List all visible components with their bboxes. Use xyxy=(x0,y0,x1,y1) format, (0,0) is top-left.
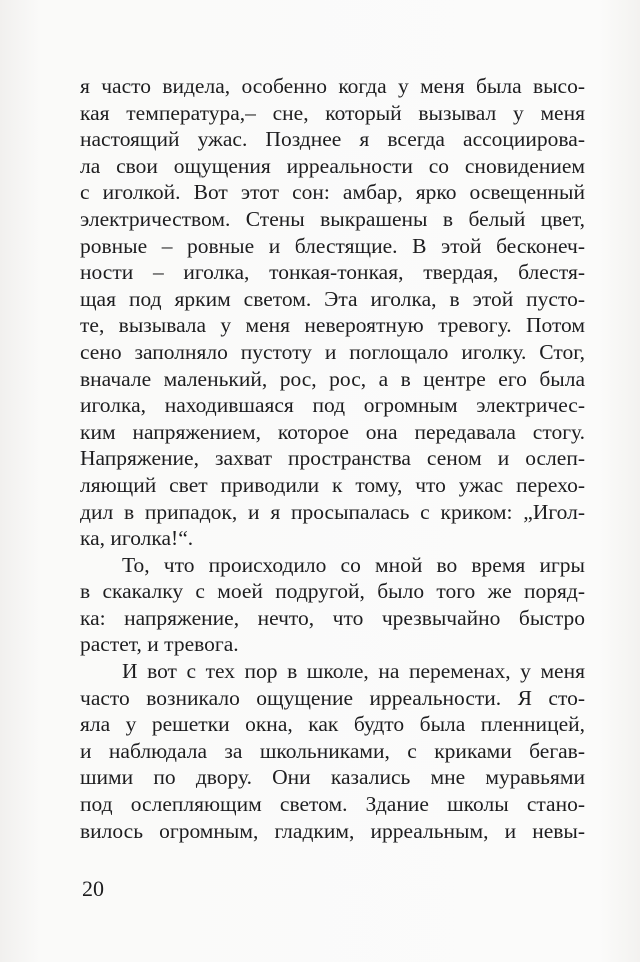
text-line: ка: напряжение, нечто, что чрезвычайно быстро xyxy=(80,605,585,630)
text-line: вилось огромным, гладким, ирреальным, и невы- xyxy=(80,818,585,843)
page-number: 20 xyxy=(82,876,104,901)
text-line: и наблюдала за школьниками, с криками бегав- xyxy=(80,738,585,763)
text-line: ла свои ощущения ирреальности со сновидением xyxy=(80,153,585,178)
text-line: в скакалку с моей подругой, было того же поряд- xyxy=(80,579,585,604)
text-line: ким напряжением, которое она передавала стогу. xyxy=(80,419,585,444)
text-line: ка, иголка!“. xyxy=(80,526,194,551)
text-line: настоящий ужас. Позднее я всегда ассоциирова- xyxy=(80,127,585,152)
text-line: растет, и тревога. xyxy=(80,632,239,657)
text-line: часто возникало ощущение ирреальности. Я сто- xyxy=(80,685,585,710)
text-line: кая температура,– сне, который вызывал у меня xyxy=(80,100,585,125)
text-line: под ослепляющим светом. Здание школы стано- xyxy=(80,792,585,817)
text-line: Напряжение, захват пространства сеном и ослеп- xyxy=(80,446,585,471)
text-line: дил в припадок, и я просыпалась с криком: „Игол- xyxy=(80,499,585,524)
text-line: иголка, находившаяся под огромным электричес- xyxy=(80,393,585,418)
body-text xyxy=(80,73,585,844)
text-line: ляющий свет приводили к тому, что ужас перехо- xyxy=(80,472,585,497)
text-line: я часто видела, особенно когда у меня была высо- xyxy=(80,74,585,98)
text-line: ности – иголка, тонкая-тонкая, твердая, блестя- xyxy=(80,260,585,285)
text-line: электричеством. Стены выкрашены в белый цвет, xyxy=(80,206,585,231)
text-line: сено заполняло пустоту и поглощало иголку. Стог, xyxy=(80,339,585,364)
text-line: ровные – ровные и блестящие. В этой бесконеч- xyxy=(80,233,585,258)
paragraph-first-line: И вот с тех пор в школе, на переменах, у меня xyxy=(122,659,585,684)
text-line: с иголкой. Вот этот сон: амбар, ярко освещенный xyxy=(80,180,585,205)
text-line: те, вызывала у меня невероятную тревогу. Потом xyxy=(80,313,585,338)
text-line: щая под ярким светом. Эта иголка, в этой пусто- xyxy=(80,286,585,311)
text-line: шими по двору. Они казались мне муравьями xyxy=(80,765,585,790)
text-line: яла у решетки окна, как будто была пленницей, xyxy=(80,712,585,737)
paragraph-first-line: То, что происходило со мной во время игры xyxy=(122,552,585,577)
text-line: вначале маленький, рос, рос, а в центре его была xyxy=(80,366,585,391)
